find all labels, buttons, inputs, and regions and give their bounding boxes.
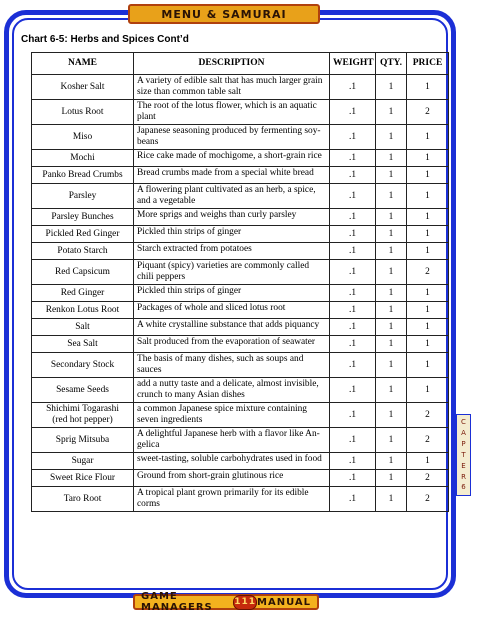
- table-row: [32, 209, 449, 226]
- table-row: [32, 319, 449, 336]
- cell-description: Rice cake made of mochigome, a short-grain rice: [134, 150, 330, 167]
- cell-price: 2: [407, 487, 449, 512]
- footer-right-text: MANUAL: [257, 596, 311, 608]
- cell-price: 1: [407, 125, 449, 150]
- cell-name: [32, 428, 134, 453]
- cell-qty: 1: [376, 378, 407, 403]
- cell-price: 1: [407, 285, 449, 302]
- cell-description: Piquant (spicy) varieties are commonly called chili peppers: [134, 260, 330, 285]
- side-tab-glyph: C: [461, 418, 466, 427]
- table-row: [32, 285, 449, 302]
- cell-qty: 1: [376, 184, 407, 209]
- cell-weight: .1: [330, 453, 376, 470]
- cell-weight: .1: [330, 125, 376, 150]
- cell-qty: 1: [376, 403, 407, 428]
- cell-name: [32, 336, 134, 353]
- cell-description: Starch extracted from potatoes: [134, 243, 330, 260]
- chapter-side-tab: [456, 414, 471, 496]
- table-row: [32, 403, 449, 428]
- cell-description: The basis of many dishes, such as soups and sauces: [134, 353, 330, 378]
- table-row: [32, 353, 449, 378]
- cell-weight: .1: [330, 336, 376, 353]
- cell-description: The root of the lotus flower, which is an aquatic plant: [134, 100, 330, 125]
- table-row: [32, 302, 449, 319]
- header-banner: [128, 4, 320, 24]
- cell-description: sweet-tasting, soluble carbohydrates used in food: [134, 453, 330, 470]
- cell-name: [32, 150, 134, 167]
- side-tab-glyph: T: [461, 450, 466, 459]
- item-name: Miso: [72, 131, 93, 142]
- cell-description: A flowering plant cultivated as an herb, a spice, and a vegetable: [134, 184, 330, 209]
- col-header-price: PRICE: [407, 53, 449, 75]
- cell-name: [32, 302, 134, 319]
- cell-qty: 1: [376, 302, 407, 319]
- cell-qty: 1: [376, 167, 407, 184]
- cell-description: a common Japanese spice mixture containing seven ingredients: [134, 403, 330, 428]
- item-name: Mochi: [70, 152, 95, 163]
- table-row: [32, 378, 449, 403]
- page-number-badge: 111: [233, 595, 257, 610]
- cell-description: A tropical plant grown primarily for its edible corms: [134, 487, 330, 512]
- cell-name: [32, 378, 134, 403]
- cell-qty: 1: [376, 319, 407, 336]
- item-name: Taro Root: [63, 493, 102, 504]
- cell-name: [32, 125, 134, 150]
- table-row: [32, 428, 449, 453]
- cell-weight: .1: [330, 428, 376, 453]
- cell-qty: 1: [376, 260, 407, 285]
- cell-weight: .1: [330, 100, 376, 125]
- cell-name: [32, 353, 134, 378]
- cell-description: Pickled thin strips of ginger: [134, 226, 330, 243]
- item-name: Kosher Salt: [60, 81, 105, 92]
- side-tab-glyph: A: [461, 429, 466, 438]
- cell-qty: 1: [376, 470, 407, 487]
- cell-weight: .1: [330, 302, 376, 319]
- cell-price: 1: [407, 319, 449, 336]
- cell-weight: .1: [330, 75, 376, 100]
- item-name: Sweet Rice Flour: [49, 472, 116, 483]
- cell-price: 2: [407, 100, 449, 125]
- cell-qty: 1: [376, 125, 407, 150]
- side-tab-glyph: R: [461, 472, 466, 481]
- cell-description: Ground from short-grain glutinous rice: [134, 470, 330, 487]
- herbs-spices-table: [31, 52, 449, 512]
- cell-price: 1: [407, 336, 449, 353]
- cell-weight: .1: [330, 243, 376, 260]
- cell-qty: 1: [376, 453, 407, 470]
- cell-name: [32, 243, 134, 260]
- table-row: [32, 184, 449, 209]
- cell-price: 1: [407, 453, 449, 470]
- cell-qty: 1: [376, 336, 407, 353]
- cell-name: [32, 319, 134, 336]
- item-name: Renkon Lotus Root: [45, 304, 120, 315]
- item-name-note: (red hot pepper): [52, 415, 113, 425]
- cell-price: 2: [407, 428, 449, 453]
- cell-name: [32, 226, 134, 243]
- cell-weight: .1: [330, 209, 376, 226]
- table-row: [32, 243, 449, 260]
- cell-description: Pickled thin strips of ginger: [134, 285, 330, 302]
- cell-qty: 1: [376, 243, 407, 260]
- table-row: [32, 470, 449, 487]
- cell-qty: 1: [376, 428, 407, 453]
- table-row: [32, 125, 449, 150]
- cell-price: 2: [407, 260, 449, 285]
- side-tab-glyph: 6: [461, 483, 466, 492]
- cell-name: [32, 470, 134, 487]
- cell-price: 1: [407, 302, 449, 319]
- item-name: Shichimi Togarashi: [46, 404, 119, 414]
- cell-weight: .1: [330, 226, 376, 243]
- cell-price: 1: [407, 75, 449, 100]
- cell-name: [32, 167, 134, 184]
- cell-qty: 1: [376, 100, 407, 125]
- cell-price: 2: [407, 470, 449, 487]
- cell-price: 1: [407, 150, 449, 167]
- item-name: Panko Bread Crumbs: [42, 169, 123, 180]
- cell-price: 1: [407, 167, 449, 184]
- col-header-name: NAME: [32, 53, 134, 75]
- footer-left-text: GAME MANAGERS: [141, 591, 213, 613]
- cell-description: add a nutty taste and a delicate, almost invisible, crunch to many Asian dishes: [134, 378, 330, 403]
- item-name: Pickled Red Ginger: [45, 228, 120, 239]
- cell-description: Packages of whole and sliced lotus root: [134, 302, 330, 319]
- cell-name: [32, 285, 134, 302]
- item-name: Sugar: [71, 455, 94, 466]
- cell-weight: .1: [330, 167, 376, 184]
- item-name: Parsley: [68, 190, 97, 201]
- cell-weight: .1: [330, 150, 376, 167]
- item-name: Salt: [75, 321, 90, 332]
- col-header-description: DESCRIPTION: [134, 53, 330, 75]
- cell-description: A variety of edible salt that has much larger grain size than common table salt: [134, 75, 330, 100]
- cell-name: [32, 100, 134, 125]
- item-name: Parsley Bunches: [51, 211, 114, 222]
- cell-description: Japanese seasoning produced by fermenting soy-beans: [134, 125, 330, 150]
- cell-price: 1: [407, 243, 449, 260]
- item-name: Red Capsicum: [55, 266, 110, 277]
- item-name: Red Ginger: [60, 287, 105, 298]
- col-header-weight: WEIGHT: [330, 53, 376, 75]
- cell-weight: .1: [330, 260, 376, 285]
- cell-qty: 1: [376, 75, 407, 100]
- side-tab-glyph: E: [461, 461, 466, 470]
- table-row: [32, 100, 449, 125]
- cell-price: 2: [407, 403, 449, 428]
- cell-weight: .1: [330, 378, 376, 403]
- header-banner-text: MENU & SAMURAI: [161, 7, 287, 21]
- cell-weight: .1: [330, 285, 376, 302]
- cell-qty: 1: [376, 150, 407, 167]
- chart-title: Chart 6-5: Herbs and Spices Cont’d: [21, 34, 189, 45]
- cell-qty: 1: [376, 487, 407, 512]
- cell-weight: .1: [330, 353, 376, 378]
- cell-description: Bread crumbs made from a special white bread: [134, 167, 330, 184]
- cell-name: [32, 487, 134, 512]
- cell-name: [32, 453, 134, 470]
- cell-name: [32, 209, 134, 226]
- item-name: Lotus Root: [61, 106, 104, 117]
- cell-weight: .1: [330, 403, 376, 428]
- cell-description: Salt produced from the evaporation of seawater: [134, 336, 330, 353]
- item-name: Potato Starch: [57, 245, 108, 256]
- table-row: [32, 336, 449, 353]
- cell-name: [32, 75, 134, 100]
- cell-description: A delightful Japanese herb with a flavor like An-gelica: [134, 428, 330, 453]
- cell-price: 1: [407, 353, 449, 378]
- cell-price: 1: [407, 378, 449, 403]
- cell-price: 1: [407, 209, 449, 226]
- table-row: [32, 75, 449, 100]
- footer-banner: [133, 591, 319, 613]
- item-name: Sprig Mitsuba: [55, 434, 110, 445]
- item-name: Sea Salt: [67, 338, 98, 349]
- table-row: [32, 167, 449, 184]
- table-row: [32, 260, 449, 285]
- table-row: [32, 453, 449, 470]
- table-row: [32, 226, 449, 243]
- cell-description: A white crystalline substance that adds piquancy: [134, 319, 330, 336]
- table-row: [32, 487, 449, 512]
- cell-description: More sprigs and weighs than curly parsley: [134, 209, 330, 226]
- cell-weight: .1: [330, 319, 376, 336]
- cell-name: [32, 184, 134, 209]
- cell-qty: 1: [376, 353, 407, 378]
- cell-qty: 1: [376, 226, 407, 243]
- table-header-row: [32, 53, 449, 75]
- col-header-qty: QTY.: [376, 53, 407, 75]
- cell-price: 1: [407, 226, 449, 243]
- cell-name: [32, 403, 134, 428]
- cell-qty: 1: [376, 285, 407, 302]
- cell-weight: .1: [330, 184, 376, 209]
- cell-name: [32, 260, 134, 285]
- item-name: Secondary Stock: [50, 359, 115, 370]
- cell-price: 1: [407, 184, 449, 209]
- cell-weight: .1: [330, 487, 376, 512]
- table-row: [32, 150, 449, 167]
- item-name: Sesame Seeds: [56, 384, 109, 395]
- side-tab-glyph: P: [461, 440, 466, 449]
- cell-weight: .1: [330, 470, 376, 487]
- cell-qty: 1: [376, 209, 407, 226]
